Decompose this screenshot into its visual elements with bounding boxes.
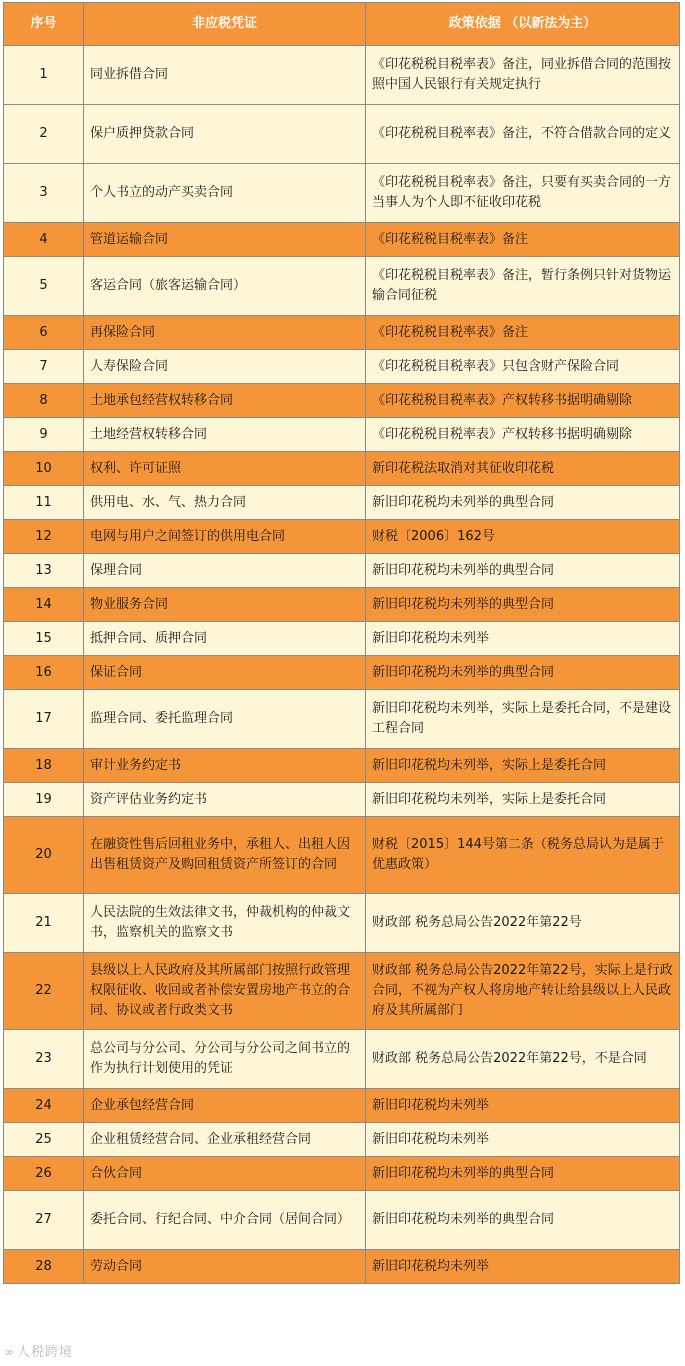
table-row [4, 1030, 680, 1089]
row-number: 1 [4, 46, 84, 105]
row-basis: 《印花税税目税率表》备注 [366, 316, 680, 350]
row-number: 27 [4, 1191, 84, 1250]
row-voucher: 资产评估业务约定书 [84, 783, 366, 817]
row-basis: 财政部 税务总局公告2022年第22号，实际上是行政合同，不视为产权人将房地产转让给县级以上人民政府及其所属部门 [366, 953, 680, 1030]
row-number: 12 [4, 520, 84, 554]
row-number: 18 [4, 749, 84, 783]
table-row [4, 588, 680, 622]
row-basis: 新旧印花税均未列举，实际上是委托合同 [366, 749, 680, 783]
row-basis: 新旧印花税均未列举的典型合同 [366, 1157, 680, 1191]
row-voucher: 保理合同 [84, 554, 366, 588]
row-basis: 《印花税税目税率表》备注 [366, 223, 680, 257]
watermark-text: 人税跨境 [17, 1345, 74, 1360]
row-number: 13 [4, 554, 84, 588]
table-row [4, 953, 680, 1030]
row-basis: 新旧印花税均未列举 [366, 1123, 680, 1157]
row-basis: 《印花税税目税率表》备注，不符合借款合同的定义 [366, 105, 680, 164]
table-row [4, 486, 680, 520]
table-row [4, 1157, 680, 1191]
row-basis: 新旧印花税均未列举的典型合同 [366, 588, 680, 622]
table-row [4, 520, 680, 554]
row-voucher: 再保险合同 [84, 316, 366, 350]
row-number: 7 [4, 350, 84, 384]
table-row [4, 316, 680, 350]
row-number: 15 [4, 622, 84, 656]
header-basis [366, 3, 680, 46]
table-row [4, 223, 680, 257]
row-basis: 《印花税税目税率表》备注，暂行条例只针对货物运输合同征税 [366, 257, 680, 316]
row-voucher: 人寿保险合同 [84, 350, 366, 384]
row-basis: 新旧印花税均未列举的典型合同 [366, 1191, 680, 1250]
row-voucher: 企业租赁经营合同、企业承租经营合同 [84, 1123, 366, 1157]
row-voucher: 委托合同、行纪合同、中介合同（居间合同） [84, 1191, 366, 1250]
row-voucher: 个人书立的动产买卖合同 [84, 164, 366, 223]
row-voucher: 抵押合同、质押合同 [84, 622, 366, 656]
table-row [4, 164, 680, 223]
table-row [4, 418, 680, 452]
header-voucher: 非应税凭证 [84, 3, 366, 46]
row-basis: 新旧印花税均未列举的典型合同 [366, 656, 680, 690]
table-row [4, 749, 680, 783]
table-row [4, 1123, 680, 1157]
row-number: 6 [4, 316, 84, 350]
row-number: 3 [4, 164, 84, 223]
row-voucher: 监理合同、委托监理合同 [84, 690, 366, 749]
row-number: 8 [4, 384, 84, 418]
row-number: 22 [4, 953, 84, 1030]
row-number: 16 [4, 656, 84, 690]
stamp-tax-table [3, 2, 680, 1284]
table-row [4, 105, 680, 164]
row-basis: 财政部 税务总局公告2022年第22号 [366, 894, 680, 953]
row-number: 19 [4, 783, 84, 817]
row-basis: 新旧印花税均未列举 [366, 1089, 680, 1123]
row-number: 14 [4, 588, 84, 622]
table-row [4, 894, 680, 953]
row-voucher: 劳动合同 [84, 1250, 366, 1284]
row-number: 4 [4, 223, 84, 257]
row-voucher: 供用电、水、气、热力合同 [84, 486, 366, 520]
row-voucher: 人民法院的生效法律文书，仲裁机构的仲裁文书，监察机关的监察文书 [84, 894, 366, 953]
row-voucher: 保户质押贷款合同 [84, 105, 366, 164]
row-voucher: 保证合同 [84, 656, 366, 690]
row-basis: 《印花税税目税率表》只包含财产保险合同 [366, 350, 680, 384]
row-voucher: 客运合同（旅客运输合同） [84, 257, 366, 316]
row-voucher: 总公司与分公司、分公司与分公司之间书立的作为执行计划使用的凭证 [84, 1030, 366, 1089]
row-number: 21 [4, 894, 84, 953]
row-number: 17 [4, 690, 84, 749]
table-row [4, 46, 680, 105]
row-voucher: 电网与用户之间签订的供用电合同 [84, 520, 366, 554]
row-voucher: 权利、许可证照 [84, 452, 366, 486]
row-number: 10 [4, 452, 84, 486]
row-number: 28 [4, 1250, 84, 1284]
table-row [4, 783, 680, 817]
row-basis: 新旧印花税均未列举 [366, 622, 680, 656]
row-basis: 《印花税税目税率表》产权转移书据明确剔除 [366, 418, 680, 452]
table-row [4, 817, 680, 894]
table-row [4, 384, 680, 418]
row-number: 24 [4, 1089, 84, 1123]
row-basis: 《印花税税目税率表》备注，同业拆借合同的范围按照中国人民银行有关规定执行 [366, 46, 680, 105]
row-voucher: 在融资性售后回租业务中，承租人、出租人因出售租赁资产及购回租赁资产所签订的合同 [84, 817, 366, 894]
row-voucher: 同业拆借合同 [84, 46, 366, 105]
row-basis: 新旧印花税均未列举的典型合同 [366, 486, 680, 520]
row-number: 9 [4, 418, 84, 452]
row-basis: 新旧印花税均未列举 [366, 1250, 680, 1284]
header-basis-line2: （以新法为主） [505, 16, 597, 31]
row-voucher: 审计业务约定书 [84, 749, 366, 783]
row-voucher: 合伙合同 [84, 1157, 366, 1191]
row-number: 2 [4, 105, 84, 164]
header-no: 序号 [4, 3, 84, 46]
row-basis: 新印花税法取消对其征收印花税 [366, 452, 680, 486]
row-number: 25 [4, 1123, 84, 1157]
row-number: 5 [4, 257, 84, 316]
row-voucher: 土地承包经营权转移合同 [84, 384, 366, 418]
row-number: 26 [4, 1157, 84, 1191]
watermark [4, 1341, 73, 1360]
table-row [4, 257, 680, 316]
row-voucher: 企业承包经营合同 [84, 1089, 366, 1123]
table-row [4, 554, 680, 588]
row-voucher: 土地经营权转移合同 [84, 418, 366, 452]
header-basis-line1: 政策依据 [448, 16, 501, 31]
row-voucher: 管道运输合同 [84, 223, 366, 257]
table-row [4, 1089, 680, 1123]
table-header-row [4, 3, 680, 46]
table-row [4, 1191, 680, 1250]
row-basis: 财政部 税务总局公告2022年第22号，不是合同 [366, 1030, 680, 1089]
table-row [4, 350, 680, 384]
table-row [4, 452, 680, 486]
row-basis: 《印花税税目税率表》产权转移书据明确剔除 [366, 384, 680, 418]
row-basis: 新旧印花税均未列举，实际上是委托合同 [366, 783, 680, 817]
table-row [4, 690, 680, 749]
table-row [4, 656, 680, 690]
row-basis: 财税〔2015〕144号第二条（税务总局认为是属于优惠政策） [366, 817, 680, 894]
table-row [4, 1250, 680, 1284]
row-basis: 新旧印花税均未列举的典型合同 [366, 554, 680, 588]
row-number: 20 [4, 817, 84, 894]
watermark-logo-icon: ∞ [4, 1345, 15, 1359]
table-row [4, 622, 680, 656]
row-basis: 财税〔2006〕162号 [366, 520, 680, 554]
row-number: 11 [4, 486, 84, 520]
row-voucher: 县级以上人民政府及其所属部门按照行政管理权限征收、收回或者补偿安置房地产书立的合同、协议或者行政类文书 [84, 953, 366, 1030]
row-basis: 《印花税税目税率表》备注，只要有买卖合同的一方当事人为个人即不征收印花税 [366, 164, 680, 223]
row-basis: 新旧印花税均未列举，实际上是委托合同，不是建设工程合同 [366, 690, 680, 749]
row-number: 23 [4, 1030, 84, 1089]
row-voucher: 物业服务合同 [84, 588, 366, 622]
